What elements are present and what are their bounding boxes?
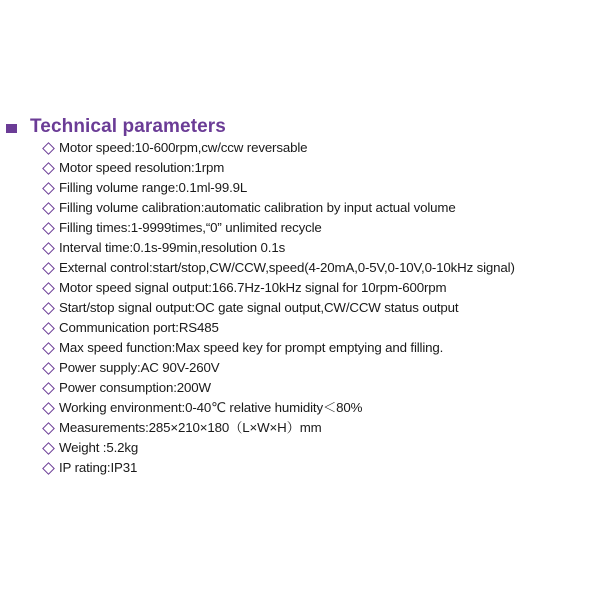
parameter-text: Motor speed signal output:166.7Hz-10kHz signal for 10rpm-600rpm: [59, 280, 447, 295]
diamond-bullet-icon: [42, 142, 55, 155]
parameter-item: [42, 438, 515, 458]
parameter-text: Motor speed resolution:1rpm: [59, 160, 225, 175]
parameter-text: Filling volume range:0.1ml-99.9L: [59, 180, 248, 195]
diamond-bullet-icon: [42, 162, 55, 175]
parameter-item: [42, 338, 515, 358]
parameter-text: Max speed function:Max speed key for prompt emptying and filling.: [59, 340, 444, 355]
parameter-item: [42, 138, 515, 158]
diamond-bullet-icon: [42, 402, 55, 415]
parameter-text: Measurements:285×210×180（L×W×H）mm: [59, 420, 322, 435]
diamond-bullet-icon: [42, 182, 55, 195]
diamond-bullet-icon: [42, 342, 55, 355]
parameter-text: Filling times:1-9999times,“0” unlimited recycle: [59, 220, 322, 235]
parameter-text: Motor speed:10-600rpm,cw/ccw reversable: [59, 140, 308, 155]
diamond-bullet-icon: [42, 442, 55, 455]
diamond-bullet-icon: [42, 302, 55, 315]
parameter-item: [42, 458, 515, 478]
parameter-text: Interval time:0.1s-99min,resolution 0.1s: [59, 240, 286, 255]
parameter-item: [42, 358, 515, 378]
parameter-text: Working environment:0-40℃ relative humidity＜80%: [59, 400, 363, 415]
parameter-item: [42, 318, 515, 338]
parameter-item: [42, 198, 515, 218]
parameter-text: Power supply:AC 90V-260V: [59, 360, 220, 375]
parameter-item: [42, 258, 515, 278]
diamond-bullet-icon: [42, 202, 55, 215]
diamond-bullet-icon: [42, 322, 55, 335]
parameter-item: [42, 218, 515, 238]
diamond-bullet-icon: [42, 222, 55, 235]
parameter-text: IP rating:IP31: [59, 460, 138, 475]
diamond-bullet-icon: [42, 262, 55, 275]
section-title: Technical parameters: [30, 116, 226, 137]
parameter-item: [42, 278, 515, 298]
diamond-bullet-icon: [42, 282, 55, 295]
parameter-text: Weight :5.2kg: [59, 440, 139, 455]
parameter-item: [42, 298, 515, 318]
diamond-bullet-icon: [42, 382, 55, 395]
parameter-list: [42, 138, 515, 478]
diamond-bullet-icon: [42, 242, 55, 255]
section-header: [6, 115, 226, 139]
diamond-bullet-icon: [42, 422, 55, 435]
parameter-text: Start/stop signal output:OC gate signal output,CW/CCW status output: [59, 300, 459, 315]
diamond-bullet-icon: [42, 362, 55, 375]
parameter-text: Communication port:RS485: [59, 320, 219, 335]
parameter-item: [42, 158, 515, 178]
parameter-item: [42, 238, 515, 258]
parameter-item: [42, 178, 515, 198]
parameter-item: [42, 378, 515, 398]
parameter-text: External control:start/stop,CW/CCW,speed(4-20mA,0-5V,0-10V,0-10kHz signal): [59, 260, 515, 275]
diamond-bullet-icon: [42, 462, 55, 475]
square-bullet-icon: [6, 124, 17, 133]
parameter-text: Filling volume calibration:automatic calibration by input actual volume: [59, 200, 456, 215]
parameter-item: [42, 398, 515, 418]
parameter-text: Power consumption:200W: [59, 380, 211, 395]
parameter-item: [42, 418, 515, 438]
